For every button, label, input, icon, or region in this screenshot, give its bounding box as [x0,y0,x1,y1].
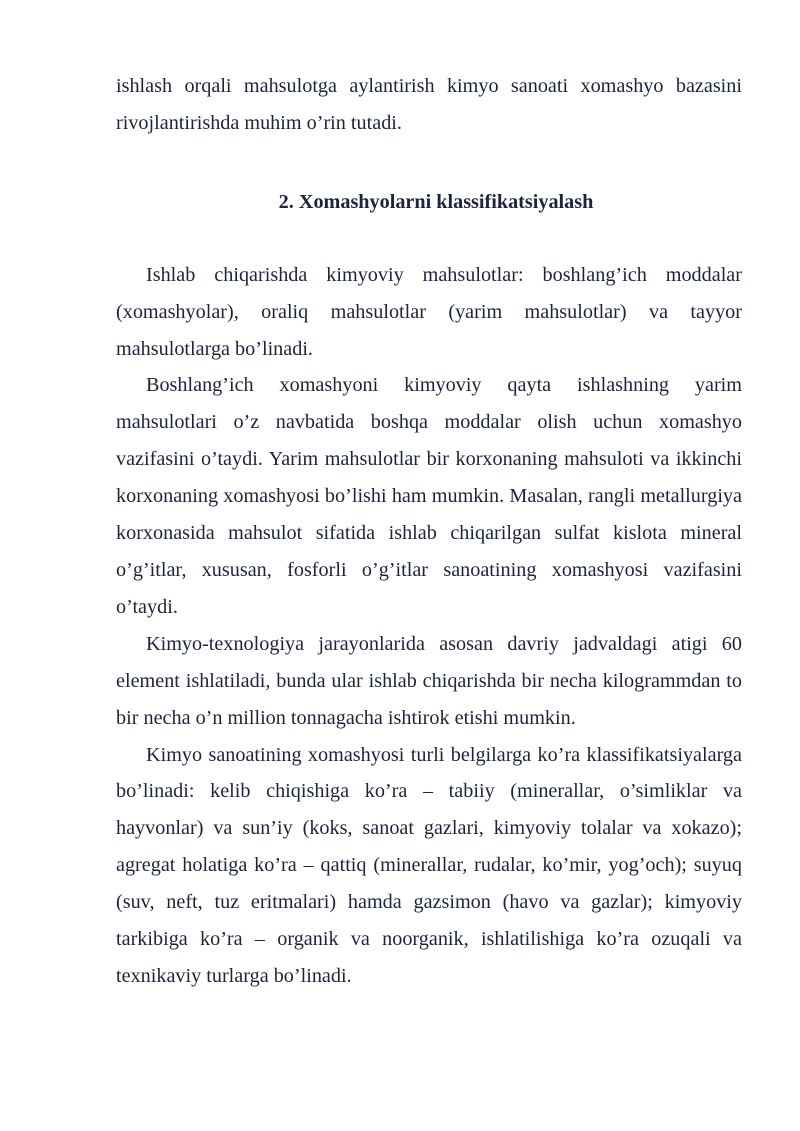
document-page [116,68,742,995]
body-paragraph-2: Boshlang’ich xomashyoni kimyoviy qayta ishlashning yarim mahsulotlari o’z navbatida boshqa moddalar olish uchun xomashyo vazifasini o’taydi. Yarim mahsulotlar bir korxonaning mahsuloti va ikkinchi korxonaning xomashyosi bo’lishi ham mumkin. Masalan, rangli metallurgiya korxonasida mahsulot sifatida ishlab chiqarilgan sulfat kislota mineral o’g’itlar, xususan, fosforli o’g’itlar sanoatining xomashyosi vazifasini o’taydi. [116,374,742,618]
body-paragraph-1: Ishlab chiqarishda kimyoviy mahsulotlar: boshlang’ich moddalar (xomashyolar), oraliq mahsulotlar (yarim mahsulotlar) va tayyor mahsulotlarga bo’linadi. [116,263,742,360]
section-heading: 2. Xomashyolarni klassifikatsiyalash [278,190,594,213]
body-paragraph-3: Kimyo-texnologiya jarayonlarida asosan davriy jadvaldagi atigi 60 element ishlatiladi, bunda ular ishlab chiqarishda bir necha kilogrammdan to bir necha o’n million tonnagacha ishtirok etishi mumkin. [116,632,742,729]
body-paragraph-4: Kimyo sanoatining xomashyosi turli belgilarga ko’ra klassifikatsiyalarga bo’linadi: kelib chiqishiga ko’ra – tabiiy (minerallar, o’simliklar va hayvonlar) va sun’iy (koks, sanoat gazlari, kimyoviy tolalar va xokazo); agregat holatiga ko’ra – qattiq (minerallar, rudalar, ko’mir, yog’och); suyuq (suv, neft, tuz eritmalari) hamda gazsimon (havo va gazlar); kimyoviy tarkibiga ko’ra – organik va noorganik, ishlatilishiga ko’ra ozuqali va texnikaviy turlarga bo’linadi. [116,743,742,987]
continued-paragraph: ishlash orqali mahsulotga aylantirish kimyo sanoati xomashyo bazasini rivojlantirishda muhim o’rin tutadi. [116,75,742,134]
